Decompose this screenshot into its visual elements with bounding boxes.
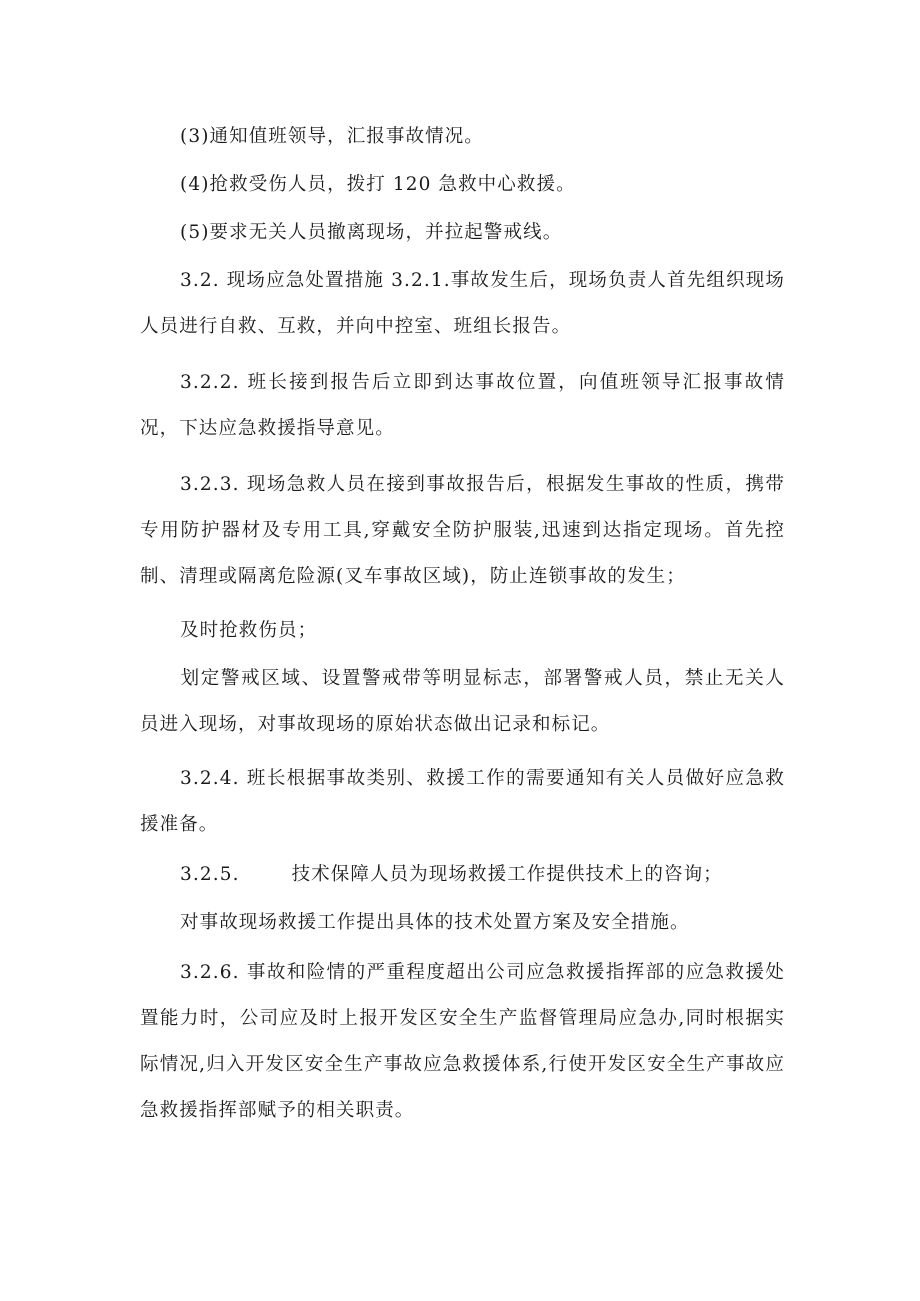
paragraph-3-2-4: [140, 756, 785, 848]
paragraph-text: 3.2.6. 事故和险情的严重程度超出公司应急救援指挥部的应急救援处置能力时，公司应及时上报开发区安全生产监督管理局应急办,同时根据实际情况,归入开发区安全生产事故应急救援体系,行使开发区安全生产事故应急救援指挥部赋予的相关职责。: [140, 962, 785, 1121]
paragraph-text: 技术保障人员为现场救援工作提供技术上的咨询；: [291, 864, 723, 885]
paragraph-evacuate-scene: [140, 210, 785, 256]
paragraph-technical-plan: [140, 900, 785, 946]
section-number: 3.2.5.: [180, 864, 240, 885]
paragraph-text: (5)要求无关人员撤离现场，并拉起警戒线。: [180, 222, 563, 243]
paragraph-3-2-2: [140, 360, 785, 452]
paragraph-text: (4)抢救受伤人员，拨打 120 急救中心救援。: [180, 174, 576, 195]
paragraph-text: 及时抢救伤员；: [180, 620, 318, 641]
paragraph-notify-leader: [140, 114, 785, 160]
paragraph-text: 划定警戒区域、设置警戒带等明显标志，部署警戒人员，禁止无关人员进入现场，对事故现场的原始状态做出记录和标记。: [140, 668, 785, 735]
paragraph-rescue-wounded: [140, 608, 785, 654]
paragraph-3-2-measures: [140, 258, 785, 350]
paragraph-3-2-6: [140, 950, 785, 1134]
paragraph-text: 3.2.2. 班长接到报告后立即到达事故位置，向值班领导汇报事故情况，下达应急救援指导意见。: [140, 372, 785, 439]
paragraph-text: 对事故现场救援工作提出具体的技术处置方案及安全措施。: [180, 912, 690, 933]
paragraph-3-2-5: [140, 852, 785, 898]
paragraph-warning-zone: [140, 656, 785, 748]
paragraph-text: 3.2. 现场应急处置措施 3.2.1.事故发生后，现场负责人首先组织现场人员进行自救、互救，并向中控室、班组长报告。: [140, 270, 785, 337]
paragraph-rescue-injured: [140, 162, 785, 208]
paragraph-text: 3.2.4. 班长根据事故类别、救援工作的需要通知有关人员做好应急救援准备。: [140, 768, 785, 835]
paragraph-3-2-3: [140, 462, 785, 600]
paragraph-text: (3)通知值班领导，汇报事故情况。: [180, 126, 484, 147]
paragraph-text: 3.2.3. 现场急救人员在接到事故报告后，根据发生事故的性质，携带专用防护器材及专用工具,穿戴安全防护服装,迅速到达指定现场。首先控制、清理或隔离危险源(叉车事故区域)，防止连锁事故的发生；: [140, 474, 785, 587]
